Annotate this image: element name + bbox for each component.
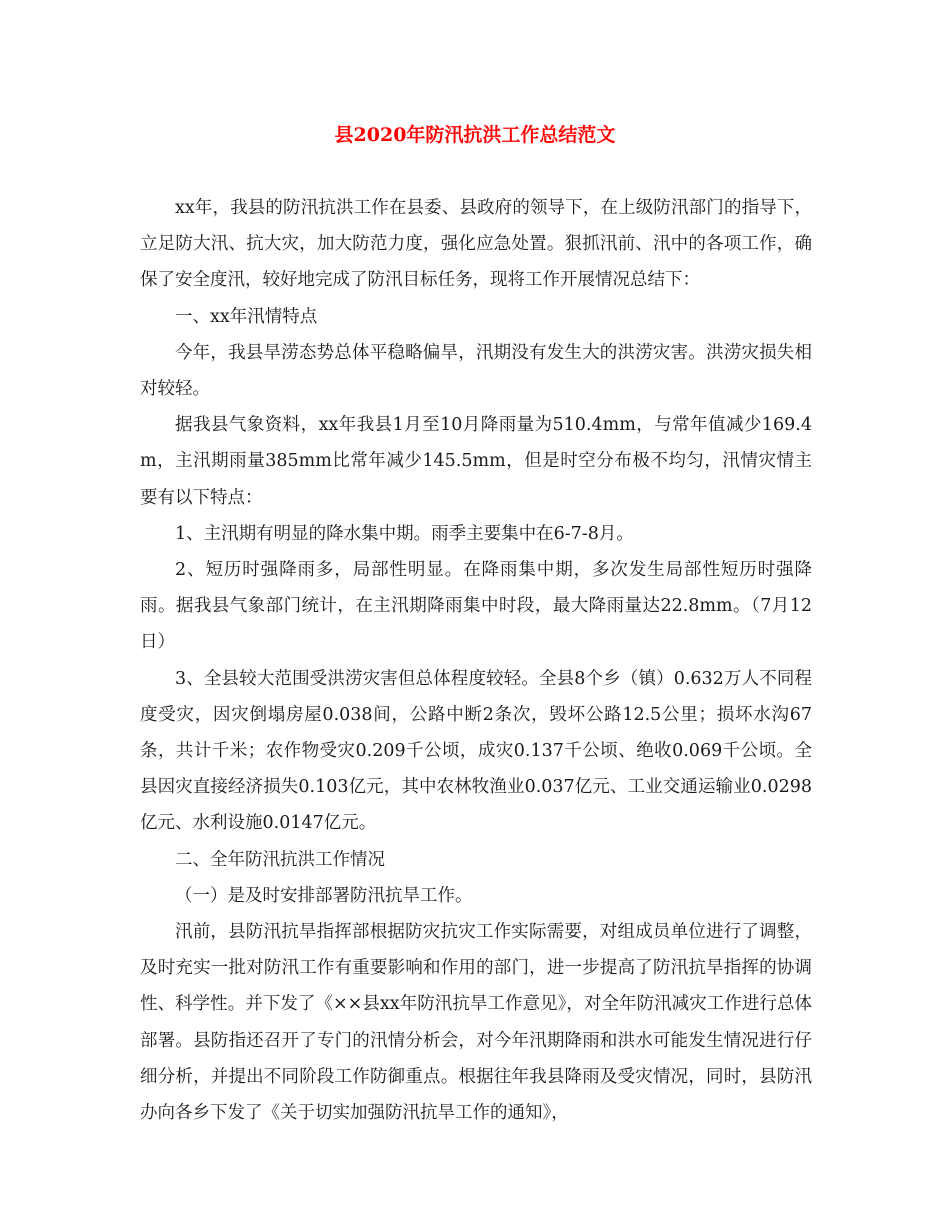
subsection-heading-1: （一）是及时安排部署防汛抗旱工作。 [175,885,473,906]
paragraph: 今年，我县旱涝态势总体平稳略偏旱，汛期没有发生大的洪涝灾害。洪涝灾损失相对较轻。 [140,342,812,400]
list-item-3: 3、全县较大范围受洪涝灾害但总体程度较轻。全县8个乡（镇）0.632万人不同程度受灾，因灾倒塌房屋0.038间，公路中断2条次，毁坏公路12.5公里；损坏水沟67条，共计千米；农作物受灾0.209千公顷，成灾0.137千公顷、绝收0.069千公顷。全县因灾直接经济损失0.103亿元，其中农林牧渔业0.037亿元、工业交通运输业0.0298亿元、水利设施0.0147亿元。 [140,668,812,834]
list-item-2: 2、短历时强降雨多，局部性明显。在降雨集中期，多次发生局部性短历时强降雨。据我县气象部门统计，在主汛期降雨集中时段，最大降雨量达22.8mm。（7月12日） [140,560,812,653]
document-title: 县2020年防汛抗洪工作总结范文 [334,124,616,146]
section-heading-1: 一、xx年汛情特点 [175,306,318,327]
document-body [140,190,812,1131]
section-heading-2: 二、全年防汛抗洪工作情况 [175,849,385,870]
list-item-1: 1、主汛期有明显的降水集中期。雨季主要集中在6-7-8月。 [175,523,634,544]
paragraph-intro: xx年，我县的防汛抗洪工作在县委、县政府的领导下，在上级防汛部门的指导下，立足防大汛、抗大灾，加大防范力度，强化应急处置。狠抓汛前、汛中的各项工作，确保了安全度汛，较好地完成了防汛目标任务，现将工作开展情况总结下： [140,198,812,291]
paragraph: 汛前，县防汛抗旱指挥部根据防灾抗灾工作实际需要，对组成员单位进行了调整，及时充实一批对防汛工作有重要影响和作用的部门，进一步提高了防汛抗旱指挥的协调性、科学性。并下发了《××县xx年防汛抗旱工作意见》，对全年防汛减灾工作进行总体部署。县防指还召开了专门的汛情分析会，对今年汛期降雨和洪水可能发生情况进行仔细分析，并提出不同阶段工作防御重点。根据往年我县降雨及受灾情况，同时，县防汛办向各乡下发了《关于切实加强防汛抗旱工作的通知》， [140,922,812,1124]
paragraph: 据我县气象资料，xx年我县1月至10月降雨量为510.4mm，与常年值减少169.4m，主汛期雨量385mm比常年减少145.5mm，但是时空分布极不均匀，汛情灾情主要有以下特点： [140,415,812,508]
